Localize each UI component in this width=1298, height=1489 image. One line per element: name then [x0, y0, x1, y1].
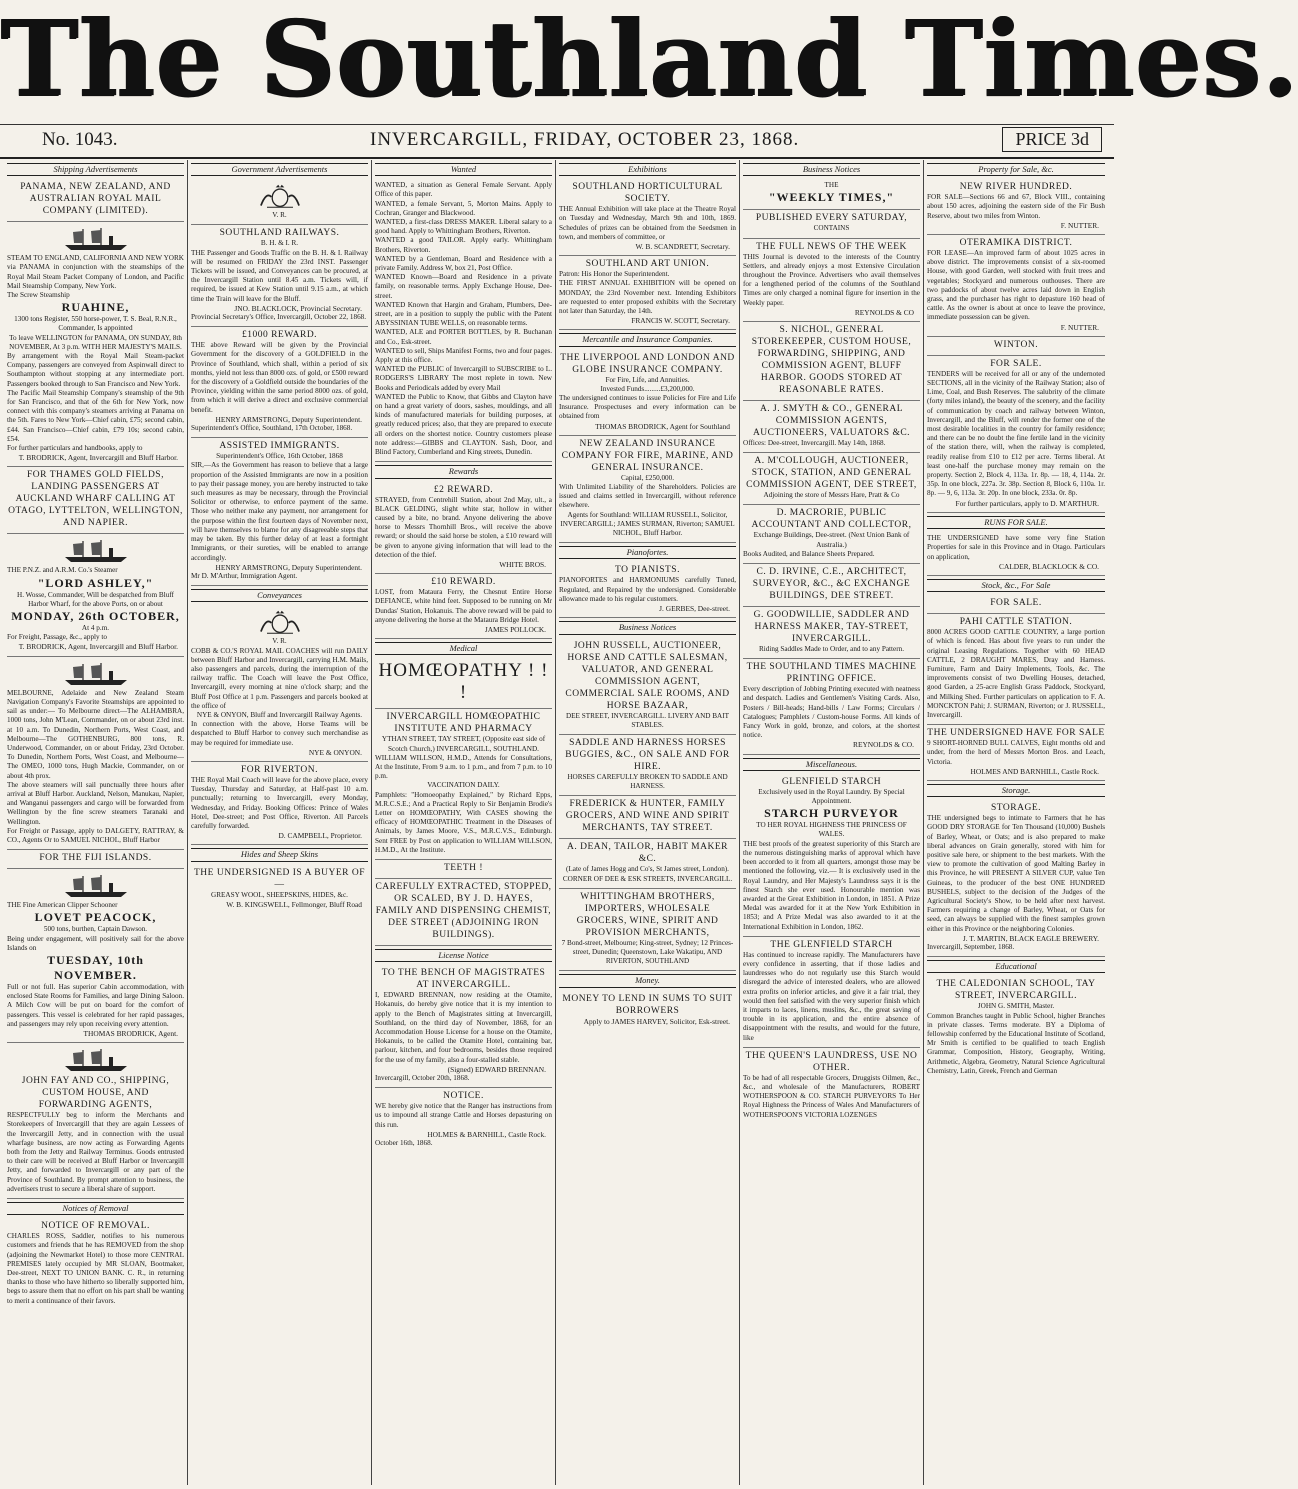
ad-heading: NOTICE. [443, 1091, 484, 1102]
ad-text: LOST, from Mataura Ferry, the Chesnut Entire Horse DEFIANCE, white hind feet. Supposed to be running on Mr Dundas' Station, Hokanuis. The above reward will be paid to anyone delivering the horse at the Mataura Bridge Hotel. [375, 588, 552, 624]
advertisement [7, 657, 184, 850]
ad-text: THE undersigned begs to intimate to Farmers that he has GOOD DRY STORAGE for Ten Thousand (10,000) Bushels of Barley, Wheat, or Oats; and is also prepared to make liberal advances on Grain generally, stored with him for positive sale here, or shipment to the best markets. With the view to promote the cultivation of good Malting Barley in this Province, he will PRESENT A SILVER CUP, value Ten Guineas, to the producer of the best ONE HUNDRED BUSHELS, subject to the decision of the Judges of the Agricultural Society's Show, to be held after next harvest. Farmers requiring a change of Barley, Wheat, or Oats for seed, can always be supplied with the finest samples grown either in this Province or the neighboring Colonies. [927, 814, 1105, 933]
advertisement [559, 562, 736, 618]
ad-text: Full or not full. Has superior Cabin accommodation, with enclosed State Rooms for Families, and large Dining Saloon. A Milch Cow will be put on board for the comfort of passengers. This vessel is celebrated for her rapid passages, and passengers may rely upon receiving every attention. [7, 982, 184, 1028]
column-6 [924, 160, 1108, 1485]
ad-heading: FOR THE FIJI ISLANDS. [39, 853, 152, 864]
ad-heading: A. M'COLLOUGH, AUCTIONEER, STOCK, STATION, AND GENERAL COMMISSION AGENT, DEE STREET, [746, 456, 917, 491]
advertisement [7, 222, 184, 467]
advertisement [375, 709, 552, 860]
ad-text: The undersigned continues to issue Policies for Fire and Life Insurance. Prospectuses and every information can be obtained from [559, 394, 736, 421]
ad-text: THE Passenger and Goods Traffic on the B. H. & I. Railway will be resumed on FRIDAY the 23rd INST. Passenger Tickets will be issued, and Conveyances can be procured, at the Invercargill Station until 8.45 a.m. Tickets will, if required, be issued at Kew Station until 9.15 a.m., at which time the Train will leave for the Bluff. [191, 248, 368, 303]
ad-heading: PUBLISHED EVERY SATURDAY, [755, 213, 908, 224]
centered-text: At 4 p.m. [81, 624, 110, 633]
centered-text: VACCINATION DAILY. [427, 781, 500, 790]
issue-number: No. 1043. [42, 129, 118, 150]
centered-text: Riding Saddles Made to Order, and to any Pattern. [758, 645, 905, 654]
advertisement [927, 356, 1105, 513]
ad-text: WANTED, a situation as General Female Servant. Apply Office of this paper. [375, 181, 552, 199]
section-header: Conveyances [191, 589, 368, 602]
ad-text: WANTED Known that Hargin and Graham, Plumbers, Dee-street, are in a position to supply the public with the Patent ABYSSINIAN TUBE WELLS, on reasonable terms. [375, 300, 552, 328]
royal-arms-icon [245, 609, 315, 635]
ad-heading: A. DEAN, TAILOR, HABIT MAKER &C. [567, 842, 728, 865]
ad-heading: FOR SALE. [990, 358, 1042, 369]
centered-text: Invested Funds.........£3,200,000. [600, 384, 695, 393]
advertisement [375, 860, 552, 879]
ad-text: WANTED the Public to Know, that Gibbs and Clayton have on hand a great variety of doors, sashes, mouldings, and all kinds of manufactured materials for building purposes, at greatly reduced prices; also, that they are prepared to execute all orders on the shortest notice. Country customers please note address:—GIBBS and CLAYTON. Sash, Door, and Blind Factory, Cumberland and King streets, Dunedin. [375, 392, 552, 457]
ad-text: 9 SHORT-HORNED BULL CALVES, Eight months old and under, from the herd of Messrs Morton Bros. and Leach, Victoria. [927, 739, 1105, 766]
ad-text: October 16th, 1868. [375, 1139, 433, 1148]
column-5 [740, 160, 924, 1485]
ad-heading: £1000 REWARD. [241, 330, 318, 341]
ad-heading: SOUTHLAND HORTICULTURAL SOCIETY. [572, 182, 723, 205]
signature: For further particulars, apply to D. M'ARTHUR. [955, 498, 1099, 508]
ad-heading: WINTON. [993, 339, 1039, 350]
centered-text: CONTAINS [813, 224, 850, 233]
ad-heading: NOTICE OF REMOVAL. [41, 1221, 150, 1232]
signature: JNO. BLACKLOCK, Provincial Secretary. [234, 303, 362, 313]
advertisement [927, 595, 1105, 614]
advertisement [743, 937, 920, 1048]
section-header: Stock, &c., For Sale [927, 579, 1105, 592]
ad-text: WANTED to sell, Ships Manifest Forms, two and four pages. Apply at this office. [375, 346, 552, 365]
signature: FRANCIS W. SCOTT, Secretary. [631, 316, 730, 326]
ad-heading: STORAGE. [990, 803, 1041, 814]
ad-heading: THE LIVERPOOL AND LONDON AND GLOBE INSURANCE COMPANY. [560, 352, 735, 375]
ad-text: Patron: His Honor the Superintendent. [559, 270, 670, 279]
ad-text: THE FIRST ANNUAL EXHIBITION will be opened on MONDAY, the 23rd November next. Intending Exhibitors are requested to enter proposed exhibits with the Secretary not later than Saturday, the 14th. [559, 279, 736, 316]
ad-text: WANTED by a Gentleman, Board and Residence with a private Family. Address W, box 21, Post Office. [375, 254, 552, 273]
advertisement [743, 659, 920, 754]
column-header: Government Advertisements [191, 163, 368, 176]
signature: W. B. KINGSWELL, Fellmonger, Bluff Road [226, 899, 362, 909]
column-header: Exhibitions [559, 163, 736, 176]
advertisement [375, 574, 552, 639]
signature: NYE & ONYON. [308, 747, 362, 757]
advertisement [743, 1048, 920, 1124]
royal-arms-icon [245, 183, 315, 209]
advertisement [375, 879, 552, 946]
centered-text: V. R. [272, 211, 287, 220]
ad-heading: £2 REWARD. [433, 484, 494, 495]
ad-heading: A. J. SMYTH & CO., GENERAL COMMISSION AGENTS, AUCTIONEERS, VALUATORS &C. [752, 404, 911, 439]
column-2 [188, 160, 372, 1485]
signature: J. T. MARTIN, BLACK EAGLE BREWERY. [962, 933, 1099, 943]
signature: HOLMES & BARNHILL, Castle Rock. [427, 1129, 546, 1139]
centered-text: HORSES CAREFULLY BROKEN TO SADDLE AND HARNESS. [567, 772, 728, 791]
ad-heading: TO PIANISTS. [615, 565, 680, 576]
ad-text: Invercargill, September, 1868. [927, 943, 1015, 951]
ad-text: In connection with the above, Horse Teams will be despatched to Bluff Harbor to convey such merchandise as may be required for immediate use. [191, 720, 368, 747]
ad-text: THE P.N.Z. and A.R.M. Co.'s Steamer [7, 566, 118, 575]
section-header: License Notice [375, 949, 552, 962]
ad-heading: FOR SALE. [990, 598, 1042, 609]
ad-text: Has continued to increase rapidly. The Manufacturers have every confidence in asserting, that if those ladies and laundresses who do not regularly use this Starch would disregard the advice of interested dealers, who are allowed extra profits on inferior articles, and give it a fair trial, they would then feel satisfied with the very superior finish which it imparts to laces, linens, muslins, &c., the great saving of trouble in its application, and the entire absence of disappointment with the results, and would for the future, like [743, 950, 920, 1042]
column-header: Wanted [375, 163, 552, 176]
headline: HOMŒOPATHY ! ! ! [378, 660, 549, 704]
ad-text: COBB & CO.'S ROYAL MAIL COACHES will run DAILY between Bluff Harbor and Invercargill, carrying H.M. Mails, also passengers and parcels, during the interruption of the railway traffic. The Coach will leave the Post Office, Invercargill, every morning at nine o'clock sharp; and the Bluff Post Office at 1 p.m. Passengers and parcels booked at the office of [191, 646, 368, 710]
ad-heading: FOR THAMES GOLD FIELDS, LANDING PASSENGERS AT AUCKLAND WHARF CALLING AT OTAGO, LYTTELTON, WELLINGTON, AND NAPIER. [8, 470, 183, 529]
advertisement [7, 534, 184, 656]
advertisement [7, 1218, 184, 1310]
advertisement [375, 179, 552, 462]
column-1 [4, 160, 188, 1485]
centered-text: THE [824, 181, 839, 190]
column-4 [556, 160, 740, 1485]
ad-text: For Freight, Passage, &c., apply to [7, 633, 108, 642]
ad-heading: SADDLE AND HARNESS HORSES BUGGIES, &C., ON SALE AND FOR HIRE. [565, 737, 730, 772]
signature: THOMAS BRODRICK, Agent for Southland [595, 421, 730, 431]
ad-heading: C. D. IRVINE, C.E., ARCHITECT, SURVEYOR, &C., &C EXCHANGE BUILDINGS, DEE STREET. [752, 567, 911, 602]
ad-text: THIS Journal is devoted to the interests of the Country Settlers, and already enjoys a most Extensive Circulation throughout the Province. Advertisers who avail themselves for a lengthened period of the columns of the Southland Times are only charged a nominal figure for insertion in the Weekly paper. [743, 252, 920, 307]
ad-text: TENDERS will be received for all or any of the undernoted SECTIONS, all in the vicinity of the Railway Station; also of Lime, Coal, and Bush Reserves. The salubrity of the climate (forty miles inland), the beauty of the scenery, and the facility of communication by coach and railway between Winton, Invercargill, and the Bluff, will render the former one of the most desirable localities in the country for family residence; and there can be no doubt the fine fertile land in the vicinity of the station there, will, when the railway is completed, readily realise from £10 to £12 per acre. Terms liberal. At least one-half the purchase money may remain on the property. Section 2, Block 4, 113a. 1r. 8p. — 18, 4, 114a. 2r. 35p. In one block, 227a. 3r. 38p. Section 8, Block 6, 110a. 1r. 8p. — 9, 6, 113a. 3r. 20p. In one block, 233a. 0r. 8p. [927, 369, 1105, 498]
ad-heading: FREDERICK & HUNTER, FAMILY GROCERS, AND WINE AND SPIRIT MERCHANTS, TAY STREET. [565, 799, 730, 834]
ad-text: WANTED the PUBLIC of Invercargill to SUBSCRIBE to L. RODGERS'S LIBRARY The most replete in town. New Books and Periodicals added by every Mail [375, 365, 552, 392]
ad-text: WILLIAM WILLSON, H.M.D., Attends for Consultations, At the Institute, From 9 a.m. to 1 p.m., and from 7 p.m. to 10 p.m. [375, 753, 552, 781]
advertisement [743, 239, 920, 322]
ad-heading: THE FULL NEWS OF THE WEEK [756, 241, 907, 252]
signature: D. CAMPBELL, Proprietor. [278, 831, 362, 841]
ad-heading: THE QUEEN'S LAUNDRESS, USE NO OTHER. [745, 1050, 918, 1073]
section-header: Miscellaneous. [743, 758, 920, 771]
advertisement [7, 850, 184, 869]
centered-text: (Late of James Hogg and Co's, St James street, London). CORNER OF DEE & ESK STREETS, INVERCARGILL. [562, 865, 733, 883]
advertisement [559, 796, 736, 839]
ad-heading: PAHI CATTLE STATION. [959, 617, 1073, 628]
column-header: Business Notices [743, 163, 920, 176]
signature: F. NUTTER. [1060, 220, 1099, 230]
ad-text: STRAYED, from Centrehill Station, about 2nd May, ult., a BLACK GELDING, slight white star, hollow in wither caused by a bite, no brand. Anyone delivering the above horse to Messrs Thornhill Bros., will receive the above reward; or should the said horse be stolen, a £10 reward will be given to anyone giving information that will lead to the detection of the thief. [375, 495, 552, 559]
ad-text: Provincial Secretary's Office, Invercargill, October 22, 1868. [191, 313, 367, 322]
advertisement [559, 991, 736, 1030]
section-header: Medical [375, 642, 552, 655]
ad-text: THE Annual Exhibition will take place at the Theatre Royal on Tuesday and Wednesday, March 9th and 10th, 1869. Schedules of prizes can be obtained from the Seedsmen in town, and members of committee, or [559, 205, 736, 241]
ad-heading: TEETH ! [443, 862, 484, 873]
ship-icon [61, 1047, 131, 1073]
advertisement [559, 889, 736, 972]
advertisement [743, 564, 920, 607]
section-header: Rewards [375, 465, 552, 478]
centered-text: Agents for Southland: WILLIAM RUSSELL, Solicitor, INVERCARGILL; JAMES SURMAN, Riverton; SAMUEL NICHOL, Bluff Harbor. [560, 510, 735, 538]
ad-heading: SOUTHLAND RAILWAYS. [219, 228, 340, 239]
section-header: Storage. [927, 784, 1105, 797]
centered-text: 1300 tons Register, 550 horse-power, T. S. Beal, R.N.R., Commander, Is appointed [14, 315, 177, 333]
ad-text: For Freight or Passage, apply to DALGETY, RATTRAY, & CO., Agents Or to SAMUEL NICHOL, Bluff Harbor [7, 826, 184, 844]
centered-text: 7 Bond-street, Melbourne; King-street, Sydney; 12 Princes-street, Dunedin; Queenstown, Lake Wakatipu, AND RIVERTON, SOUTHLAND [561, 938, 734, 966]
advertisement [7, 179, 184, 222]
advertisement [7, 869, 184, 1043]
bold-heading: RUAHINE, [61, 300, 130, 315]
section-header: Mercantile and Insurance Companies. [559, 333, 736, 346]
dateline [0, 124, 1114, 159]
advertisement [743, 322, 920, 401]
ad-text: The above steamers will sail punctually three hours after arrival at Bluff Harbor. Auckland, Nelson, Manukau, Napier, and Wanganui passengers and cargo will be forwarded from Wellington by the fine screw steamers Taranaki and Wellington. [7, 780, 184, 826]
ad-heading: MONEY TO LEND IN SUMS TO SUIT BORROWERS [562, 993, 733, 1016]
advertisement [191, 327, 368, 438]
centered-text: For Fire, Life, and Annuities. [605, 375, 690, 384]
ad-text: WANTED Known—Board and Residence in a private family, on reasonable terms. Apply Exchange House, Dee-street. [375, 273, 552, 300]
advertisement [191, 865, 368, 913]
advertisement [559, 436, 736, 543]
advertisement [927, 235, 1105, 337]
signature: T. BRODRICK, Agent, Invercargill and Bluff Harbor. [18, 453, 178, 463]
ad-heading: NEW RIVER HUNDRED. [959, 182, 1073, 193]
advertisement [375, 965, 552, 1088]
ad-text: Pamphlets: "Homoeopathy Explained," by Richard Epps, M.R.C.S.E.; And a Practical Reply to Sir Benjamin Brodie's Letter on HOMŒOPATHY, With CASES showing the efficacy of HOMŒOPATHIC Treatment in the Diseases of Animals, by James Moore, V.S., M.R.C.V.S., Edinburgh. Sent FREE by Post on application to WILLIAM WILLSON, H.M.D., At the Institute. [375, 790, 552, 854]
advertisement [559, 350, 736, 436]
section-header: Pianofortes. [559, 546, 736, 559]
ad-heading: D. MACRORIE, PUBLIC ACCOUNTANT AND COLLECTOR, [751, 508, 912, 531]
advertisement [743, 401, 920, 453]
ad-text: 8000 ACRES GOOD CATTLE COUNTRY, a large portion of which is fenced. Has about five years to run under the original Leasing Regulations. Together with 60 HEAD CATTLE, 2 DRAUGHT MARES, Dray and Harness. Furniture, Farm and Dairy Implements, Tools, &c. The improvements consist of two Dwelling Houses, detached, good Garden, a 25-acre English Grass Paddock, Stockyard, and Milking Shed. Further particulars on application to F. A. MONCKTON Pahi; J. SURMAN, Riverton; or J. RUSSELL, Invercargill. [927, 628, 1105, 719]
signature: W. B. SCANDRETT, Secretary. [635, 242, 730, 252]
place-and-date: INVERCARGILL, FRIDAY, OCTOBER 23, 1868. [370, 129, 800, 150]
advertisement [743, 774, 920, 937]
ad-heading: £10 REWARD. [431, 577, 496, 588]
ad-text: Being under engagement, will positively sail for the above Islands on [7, 934, 184, 952]
advertisement [559, 256, 736, 330]
ship-icon [61, 226, 131, 252]
ad-text: Books Audited, and Balance Sheets Prepared. [743, 549, 875, 558]
ad-heading: GLENFIELD STARCH [781, 776, 882, 787]
signature: JAMES POLLOCK. [484, 624, 546, 634]
centered-text: Exchange Buildings, Dee-street. (Next Union Bank of Australia.) [753, 531, 910, 549]
ad-heading: THE UNDERSIGNED HAVE FOR SALE [927, 728, 1105, 739]
bold-heading: MONDAY, 26th OCTOBER, [11, 609, 180, 624]
advertisement [191, 762, 368, 845]
centered-text: NYE & ONYON, Bluff and Invercargill Railway Agents. [196, 710, 363, 719]
advertisement [743, 179, 920, 210]
ad-text: Every description of Jobbing Printing executed with neatness and despatch. Ladies and Gentlemen's Visiting Cards. Also, Posters / Bill-heads; Hand-bills / Law Forms; Circulars / Catalogues; Pamphlets / Custom-house Forms. All kinds of Fancy Work in gold, bronze, and colors, at the shortest notice. [743, 685, 920, 740]
ad-heading: PANAMA, NEW ZEALAND, AND AUSTRALIAN ROYAL MAIL COMPANY (LIMITED). [20, 182, 171, 217]
ad-text: WANTED, ALE and PORTER BOTTLES, by R. Buchanan and Co., Esk-street. [375, 328, 552, 346]
ad-heading: THE SOUTHLAND TIMES MACHINE PRINTING OFFICE. [746, 662, 917, 685]
ad-text: SIR,—As the Government has reason to believe that a large proportion of the Assisted Immigrants are now in a position to pay their passage money, you are hereby instructed to take such measures as may be necessary, through the Provincial Solicitor or otherwise, to enforce payment of the same. Those who neither make any payment, nor arrangement for the purpose within the first fourteen days of November next, will have themselves to blame for any disagreeable steps that may be taken. By this further delay of at least a fortnight Immigrants, or their sureties, will be enabled to arrange accordingly. [191, 461, 368, 562]
centered-text: YTHAN STREET, TAY STREET, (Opposite east side of Scotch Church,) INVERCARGILL, SOUTHLAND. [381, 735, 546, 753]
advertisement [559, 839, 736, 888]
signature: T. BRODRICK, Agent, Invercargill and Bluff Harbor. [18, 642, 178, 652]
ad-text: The Pacific Mail Steamship Company's steamship of the 9th for San Francisco, and that of the 6th for New York, now connect with this company's steamers arriving at Panama on the 5th. Fares to New York—Chief cabin, £75; second cabin, £44. San Francisco—Chief cabin, £79 10s; second cabin, £54. [7, 388, 184, 443]
ad-text: THE best proofs of the greatest superiority of this Starch are the numerous distinguishing marks of approval which have been accorded to it from all quarters, amongst those may be mentioned the following, viz.— It is exclusively used in the Royal Laundry, and Her Majesty's Laundress says it is the finest Starch she ever used. Honourable mention was awarded at the Great Exhibition in London, in 1851. A Prize Medal was awarded for it at the New York Exhibition in 1853; and A Prize Medal was also awarded to it at the International Exhibition in London, 1862. [743, 839, 920, 931]
ad-heading: G. GOODWILLIE, SADDLER AND HARNESS MAKER, TAY-STREET, INVERCARGILL. [753, 610, 910, 645]
ad-text: WE hereby give notice that the Ranger has instructions from us to impound all strange Cattle and Horses depasturing on this run. [375, 1102, 552, 1129]
centered-text: V. R. [272, 637, 287, 646]
signature: J. GERBES, Dee-street. [659, 604, 730, 614]
ad-text: Mr D. M'Arthur, Immigration Agent. [191, 571, 298, 580]
ad-heading: SOUTHLAND ART UNION. [585, 259, 710, 270]
ad-text: THE above Reward will be given by the Provincial Government for the discovery of a GOLDFIELD in the Province of Southland, which shall, within a period of six months, yield not less than 8000 ozs. of gold, or £500 reward for the discovery of a Goldfield outside the boundaries of the Province, yielding within the same period 8000 ozs. of gold, from which it will derive a direct and exclusive commercial benefit. [191, 341, 368, 414]
advertisement [375, 1088, 552, 1152]
ad-text: With Unlimited Liability of the Shareholders. Policies are issued and claims settled in Invercargill, without reference elsewhere. [559, 483, 736, 510]
ad-text: WANTED a good TAILOR. Apply early. Whittingham Brothers, Riverton. [375, 236, 552, 254]
signature: HOLMES AND BARNHILL, Castle Rock. [970, 766, 1099, 776]
section-header: Notices of Removal [7, 1202, 184, 1215]
advertisement [927, 337, 1105, 356]
ad-heading: JOHN FAY AND CO., SHIPPING, CUSTOM HOUSE, AND FORWARDING AGENTS, [21, 1076, 170, 1111]
ad-text: For further particulars and handbooks, apply to [7, 444, 143, 453]
signature: Apply to JAMES HARVEY, Solicitor, Esk-street. [583, 1016, 730, 1026]
centered-text: GREASY WOOL, SHEEPSKINS, HIDES, &c. [211, 890, 348, 899]
ship-icon [61, 873, 131, 899]
advertisement [7, 467, 184, 534]
advertisement [743, 505, 920, 564]
ad-text: THE UNDERSIGNED have some very fine Station Properties for sale in this Province and in Otago. Particulars on application, [927, 534, 1105, 561]
centered-text: Capital, £250,000. [620, 473, 675, 482]
signature: HENRY ARMSTRONG, Deputy Superintendent. [215, 414, 362, 424]
advertisement [927, 725, 1105, 781]
ad-heading: WHITTINGHAM BROTHERS, IMPORTERS, WHOLESALE GROCERS, WINE, SPIRIT AND PROVISION MERCHANTS, [576, 891, 719, 938]
ad-heading: THE CALEDONIAN SCHOOL, TAY STREET, INVERCARGILL. [936, 979, 1096, 1002]
centered-text: H. Wosse, Commander, Will be despatched from Bluff Harbor Wharf, for the above Ports, on or about [17, 590, 174, 608]
section-header: Money. [559, 974, 736, 987]
centered-text: To leave WELLINGTON for PANAMA, ON SUNDAY, 8th NOVEMBER, At 3 p.m. WITH HER MAJESTY'S MAILS. [9, 333, 182, 351]
ad-text: FOR LEASE—An improved farm of about 1025 acres in above district. The improvements consist of a six-roomed House, with good Garden, well stocked with fruit trees and vegetables; Stockyard and numerous outhouses. There are two paddocks of about twelve acres laid down in English grass, and the purchaser has right to depasture 160 head of cattle. As the owner is about at once to leave the province, immediate possession can be given. [927, 249, 1105, 322]
price-box: PRICE 3d [1002, 127, 1102, 152]
centered-text: B. H. & I. R. [260, 239, 299, 248]
ad-heading: INVERCARGILL HOMŒOPATHIC INSTITUTE AND PHARMACY [386, 712, 541, 735]
signature: (Signed) EDWARD BRENNAN. [447, 1064, 546, 1074]
columns-container [4, 160, 1110, 1485]
ad-heading: S. NICHOL, GENERAL STOREKEEPER, CUSTOM HOUSE, FORWARDING, SHIPPING, AND COMMISSION AGENT, BLUFF HARBOR. GOODS STORED AT REASONABLE RATES. [751, 325, 912, 396]
column-header: Property for Sale, &c. [927, 163, 1105, 176]
section-header: Hides and Sheep Skins [191, 848, 368, 861]
ad-text: WANTED, a female Servant, 5, Morton Mains. Apply to Cochran, Granger and Blackwood. [375, 199, 552, 217]
advertisement [743, 210, 920, 238]
advertisement [927, 800, 1105, 957]
centered-text: 500 tons, burthen, Captain Dawson. [43, 925, 148, 934]
ad-text: I, EDWARD BRENNAN, now residing at the Otamite, Hokanuis, do hereby give notice that it is my intention to apply to the Bench of Magistrates sitting at Invercargill, Southland, on the third day of November, 1868, for an Accommodation House License for a house on the Otamite, Hokanuis, to be called the Otamite Hotel, containing bar, parlour, kitchen, and four bedrooms, besides those required for the use of my family, also a four-stalled stable. [375, 991, 552, 1064]
centered-text: DEE STREET, INVERCARGILL. LIVERY AND BAIT STABLES. [565, 711, 730, 729]
advertisement [927, 976, 1105, 1080]
ad-text: Offices: Dee-street, Invercargill. May 14th, 1868. [743, 439, 886, 448]
centered-text: Superintendent's Office, 16th October, 1868 [216, 452, 343, 461]
signature: WHITE BROS. [499, 559, 546, 569]
section-header: Business Notices [559, 621, 736, 634]
ad-heading: NEW ZEALAND INSURANCE COMPANY FOR FIRE, MARINE, AND GENERAL INSURANCE. [561, 438, 734, 473]
ad-text: STEAM TO ENGLAND, CALIFORNIA AND NEW YORK via PANAMA in conjunction with the steamships of the Royal Mail Steam Packet Company of London, and Pacific Mail Steamship Company, New York. [7, 254, 184, 290]
ad-text: Superintendent's Office, Southland, 17th October, 1868. [191, 424, 353, 433]
signature: HENRY ARMSTRONG, Deputy Superintendent. [215, 562, 362, 572]
ad-heading: CAREFULLY EXTRACTED, STOPPED, OR SCALED, BY J. D. HAYES, FAMILY AND DISPENSING CHEMIST, DEE STREET (ADJOINING IRON BUILDINGS). [375, 881, 552, 940]
ad-text: RESPECTFULLY beg to inform the Merchants and Storekeepers of Invercargill that they are again Lessees of the Invercargill Jetty, and in connection with the usual wharfage business, are now acting as Forwarding Agents both from the Jetty and Railway Terminus. Goods entrusted to their care will be received at Bluff Harbor or Invercargill Jetty, and forwarded to Invercargill or any part of the Province of Southland. By prompt attention to business, the advertisers trust to secure a liberal share of support. [7, 1111, 184, 1193]
column-header: Shipping Advertisements [7, 163, 184, 176]
advertisement [7, 1043, 184, 1199]
advertisement [191, 225, 368, 327]
bold-heading: STARCH PURVEYOR [764, 806, 899, 821]
bold-heading: "WEEKLY TIMES," [768, 190, 895, 205]
signature: F. NUTTER. [1060, 322, 1099, 332]
section-header: RUNS FOR SALE. [927, 516, 1105, 529]
ad-text: THE Fine American Clipper Schooner [7, 901, 118, 910]
bold-heading: "LORD ASHLEY," [37, 575, 154, 590]
advertisement [927, 532, 1105, 576]
ad-heading: JOHN RUSSELL, AUCTIONEER, HORSE AND CATTLE SALESMAN, VALUATOR, AND GENERAL COMMISSION AGENT, COMMERCIAL SALE ROOMS, AND HORSE BAZAAR, [565, 640, 730, 711]
bold-heading: LOVET PEACOCK, [34, 910, 157, 925]
advertisement [927, 179, 1105, 235]
advertisement [375, 658, 552, 709]
centered-text: Exclusively used in the Royal Laundry. By Special Appointment. [758, 787, 905, 806]
ad-text: PIANOFORTES and HARMONIUMS carefully Tuned, Regulated, and Repaired by the undersigned. Considerable allowance made to his regular customers. [559, 576, 736, 603]
ad-heading: FOR RIVERTON. [240, 764, 318, 775]
advertisement [559, 735, 736, 796]
ship-icon [61, 538, 131, 564]
bold-heading: TUESDAY, 10th NOVEMBER. [47, 952, 144, 982]
signature: CALDER, BLACKLOCK & CO. [999, 561, 1099, 571]
advertisement [559, 638, 736, 735]
ad-text: WANTED, a first-class DRESS MAKER. Liberal salary to a good hand. Apply to Whittingham Brothers, Riverton. [375, 218, 552, 236]
centered-text: TO HER ROYAL HIGHNESS THE PRINCESS OF WALES. [756, 821, 907, 839]
ad-heading: OTERAMIKA DISTRICT. [959, 238, 1073, 249]
ad-text: The Screw Steamship [7, 291, 70, 300]
masthead [0, 0, 1298, 122]
signature: THOMAS BRODRICK, Agent. [83, 1028, 178, 1038]
column-3 [372, 160, 556, 1485]
centered-text: Adjoining the store of Messrs Hare, Pratt & Co [763, 491, 900, 500]
ad-text: Common Branches taught in Public School, higher Branches in private classes. Terms moderate. BY a Diploma of fellowship conferred by the Educational Institute of Scotland, Mr Smith is certified to be qualified to teach English Grammar, Composition, History, Geography, Writing, Arithmetic, Algebra, Geometry, Natural Science Agricultural Chemistry, Latin, Greek, French and German [927, 1011, 1105, 1075]
ship-icon [61, 661, 131, 687]
advertisement [375, 482, 552, 575]
signature: REYNOLDS & CO. [853, 740, 914, 750]
advertisement [191, 605, 368, 762]
advertisement [927, 614, 1105, 725]
ad-text: By arrangement with the Royal Mail Steam-packet Company, passengers are conveyed from Aspinwall direct to Southampton without stopping at any intermediate port. Passengers booked through to San Francisco and New York. [7, 352, 184, 388]
section-header: Educational [927, 960, 1105, 973]
advertisement [191, 179, 368, 225]
advertisement [559, 179, 736, 256]
ad-text: To be had of all respectable Grocers, Druggists Oilmen, &c., &c., and wholesale of the Manufacturers, ROBERT WOTHERSPOON & CO. STARCH PURVEYORS To Her Royal Highness the Princess of Wales And Manufacturers of WOTHERSPOON'S VICTORIA LOZENGES [743, 1073, 920, 1119]
centered-text: JOHN G. SMITH, Master. [977, 1002, 1055, 1011]
ad-heading: TO THE BENCH OF MAGISTRATES AT INVERCARGILL. [381, 968, 546, 991]
ad-heading: THE GLENFIELD STARCH [770, 939, 893, 950]
ad-heading: THE UNDERSIGNED IS A BUYER OF— [194, 867, 365, 890]
ad-text: Invercargill, October 20th, 1868. [375, 1074, 470, 1083]
ad-text: FOR SALE—Sections 66 and 67, Block VIII., containing about 150 acres, adjoining the eastern side of the Fir Bush Reserve, about two miles from Winton. [927, 193, 1105, 220]
advertisement [191, 438, 368, 586]
ad-text: THE Royal Mail Coach will leave for the above place, every Tuesday, Thursday and Saturday, at Half-past 10 a.m. punctually; returning to Invercargill, every Monday, Wednesday, and Friday. Booking Offices: Prince of Wales Hotel, Dee-street; and Post Office, Riverton. All Parcels carefully forwarded. [191, 775, 368, 830]
ad-heading: ASSISTED IMMIGRANTS. [219, 441, 340, 452]
ad-text: MELBOURNE, Adelaide and New Zealand Steam Navigation Company's Favorite Steamships are appointed to sail as under:— To Melbourne direct—The ALHAMBRA, 1000 tons, John M'Lean, Commander, on or about 23rd inst. at 10 a.m. To Dunedin, Northern Ports, West Coast, and Melbourne—The GOTHENBURG, 800 tons, R. Underwood, Commander, on or about Friday, 23rd October. To Dunedin, Northern Ports, West Coast, and Melbourne—The OMEO, 1000 tons, Hugh Mackie, Commander, on or about 4th prox. [7, 688, 184, 780]
newspaper-title: The Southland Times. [0, 0, 1298, 120]
advertisement [743, 453, 920, 505]
signature: REYNOLDS & CO [854, 307, 914, 317]
advertisement [743, 607, 920, 659]
ad-text: CHARLES ROSS, Saddler, notifies to his numerous customers and friends that he has REMOVED from the shop (adjoining the Newmarket Hotel) to those more CENTRAL PREMISES lately occupied by MR SLOAN, Bootmaker, Dee-street, NEXT TO UNION BANK. C. R., in returning thanks to those who have hitherto so liberally supported him, begs to assure them that no effort on his part shall be wanting to merit a continuance of their favors. [7, 1232, 184, 1305]
